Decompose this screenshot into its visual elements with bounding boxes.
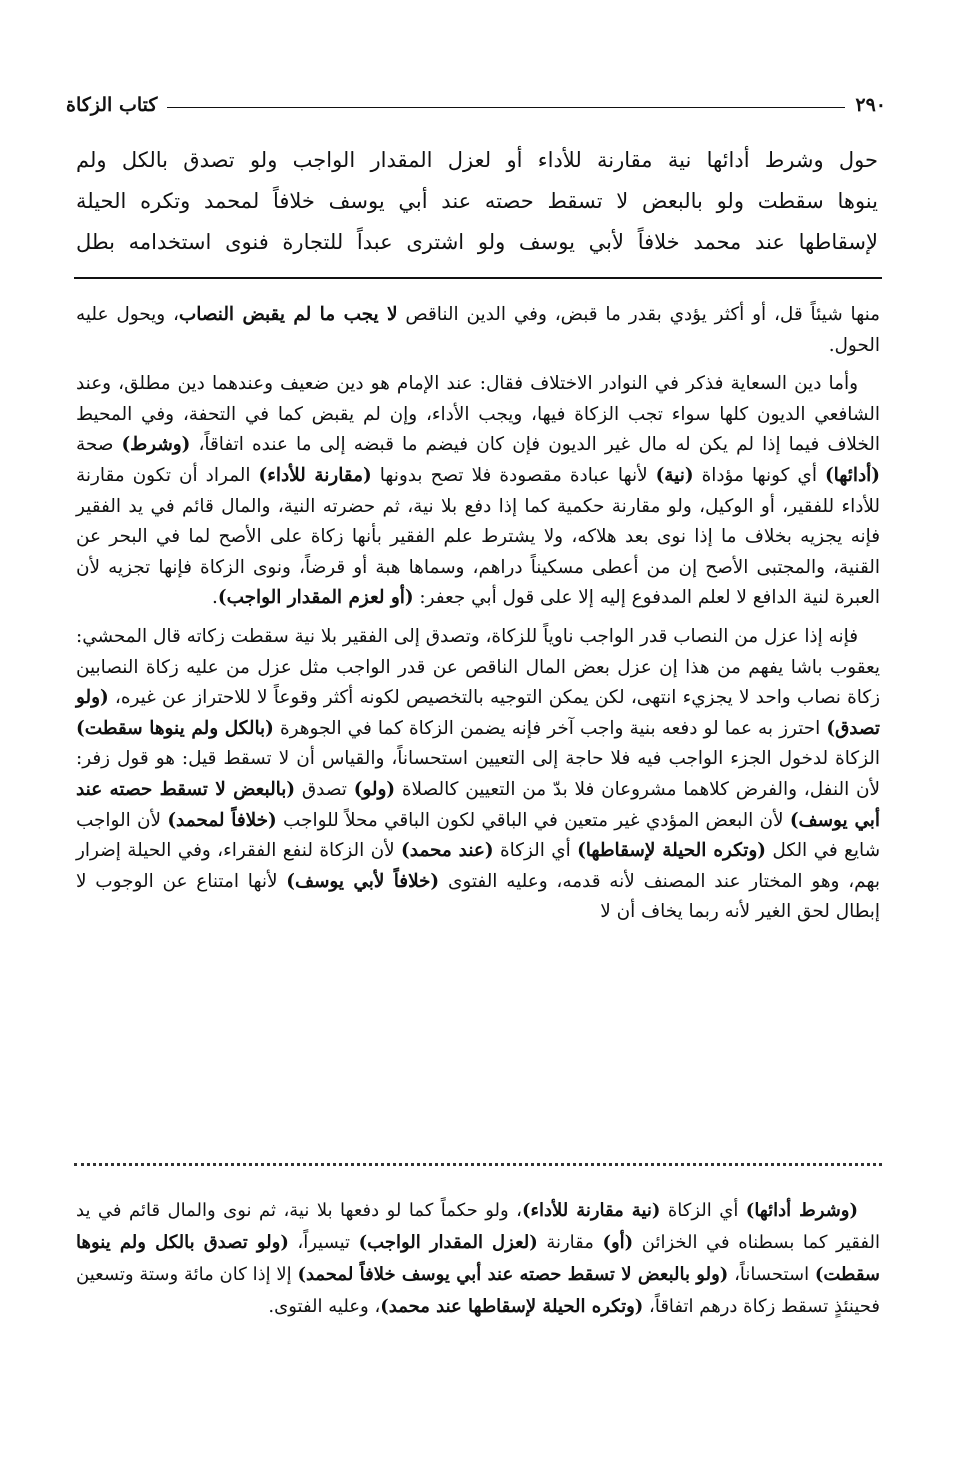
footnote-text: أي الزكاة — [660, 1200, 746, 1221]
commentary-paragraph — [76, 622, 880, 928]
commentary-text: لأن البعض المؤدي غير متعين في الباقي لكون الباقي محلاً للواجب — [276, 809, 790, 831]
main-text-line: لإسقاطها عند محمد خلافاً لأبي يوسف ولو اشترى عبداً للتجارة فنوى استخدامه بطل — [76, 230, 878, 254]
commentary-text: وأما دين السعاية فذكر في النوادر الاختلاف فقال: عند الإمام هو دين ضعيف وعندهما دين مطلق، وعند الشافعي الديون كلها سواء تجب الزكاة فيها، ويجب الأداء، وإن لم يقبض كما في التحفة، وفي المحيط الخلاف فيما إذا لم يكن له مال غير الديون فإن كان فيضم ما قبضه إلى ما عنده اتفاقاً، — [76, 373, 880, 456]
quoted-matn: (ولو تصدق بالكل ولم ينوها سقطت) — [76, 1232, 881, 1285]
quoted-matn: (أو) — [602, 1232, 634, 1253]
commentary-text: لأنها عبادة مقصودة فلا تصح بدونها — [371, 464, 656, 486]
commentary-bold-text: لا يجب ما لم يقبض النصاب — [178, 304, 398, 325]
quoted-matn: (خلافاً لمحمد) — [167, 809, 277, 831]
quoted-matn: (بالبعض لا تسقط حصته عند أبي يوسف) — [76, 778, 881, 831]
commentary-text: تصدق — [295, 778, 354, 800]
main-text-divider — [74, 277, 882, 279]
commentary-text: أي الزكاة — [493, 840, 578, 862]
header-rule — [167, 107, 845, 108]
commentary-paragraph — [76, 369, 880, 614]
quoted-matn: (ولو بالبعض لا تسقط حصته عند أبي يوسف خلافاً لمحمد) — [297, 1264, 729, 1285]
main-text-line: ينوها سقطت ولو بالبعض لا تسقط حصته عند أبي يوسف خلافاً لمحمد وتكره الحيلة — [76, 189, 878, 213]
footnote-text: إلا إذا كان مائة وستة وتسعين فحينئذٍ تسقط زكاة درهم اتفاقاً، — [76, 1264, 880, 1317]
page-number: ٢٩٠ — [855, 94, 886, 116]
quoted-matn: (لعزل المقدار الواجب) — [358, 1232, 538, 1253]
footnote — [76, 1195, 880, 1323]
commentary-text: لأن الزكاة لنفع الفقراء، وفي الحيلة إضرار بهم، وهو المختار عند المصنف لأنه قدمه، وعليه الفتوى — [76, 840, 880, 892]
commentary-paragraph — [76, 300, 880, 361]
quoted-matn: (أدائها) — [824, 464, 880, 486]
page-header — [66, 88, 886, 122]
running-title: كتاب الزكاة — [66, 94, 158, 116]
commentary-text: ، ويحول عليه الحول. — [76, 304, 880, 356]
quoted-matn: (وشرط أدائها) — [745, 1200, 859, 1221]
main-text-line: حول وشرط أدائها نية مقارنة للأداء أو لعزل المقدار الواجب ولو تصدق بالكل ولم — [76, 148, 878, 172]
footnote-divider — [74, 1163, 882, 1172]
commentary-text: المراد أن تكون مقارنة للأداء للفقير، أو الوكيل، ولو مقارنة حكمية كما إذا دفع بلا نية، ثم حضرته النية، والمال قائم في يد الفقير فإنه يجزيه بخلاف ما إذا نوى بعد هلاكه، ولا يشترط علم الفقير بأنها زكاة على الأصح لما في البحر عن القنية، والمجتبى الأصح إن من أعطى مسكيناً دراهم، وسماها هبة أو قرضاً، ونوى الزكاة فإنها تجزيه لأن العبرة لنية الدافع لا لعلم المدفوع إليه إلا على قول أبي جعفر: — [76, 464, 880, 609]
commentary-text: الزكاة لدخول الجزء الواجب فيه فلا حاجة إلى التعيين استحساناً، والقياس أن لا تسقط قيل: هو قول زفر: لأن النفل، والفرض كلاهما مشروعان فلا بدّ من التعيين كالصلاة — [76, 748, 881, 800]
quoted-matn: (نية مقارنة للأداء) — [521, 1200, 661, 1221]
quoted-matn: (أو لعزم المقدار الواجب) — [217, 587, 414, 609]
commentary-text: احترز به عما لو دفعه بنية واجب آخر فإنه يضمن الزكاة كما في الجوهرة — [273, 717, 827, 739]
footnote-text: ، ولو حكماً كما لو دفعها بلا نية، ثم نوى والمال قائم في يد الفقير كما بسطناه في الخزائن — [76, 1200, 880, 1253]
quoted-matn: (وتكره الحيلة لإسقاطها) — [577, 840, 766, 862]
commentary-text: أي كونها مؤداة — [693, 464, 825, 486]
commentary-text: لأنها امتناع عن الوجوب لا إبطال لحق الغير لأنه ربما يخاف أن لا — [76, 870, 880, 923]
quoted-matn: (خلافاً لأبي يوسف) — [286, 870, 440, 892]
footnote-text: مقارنة — [537, 1232, 603, 1253]
footnote-text: تيسيراً، — [288, 1232, 359, 1253]
quoted-matn: (ولو) — [353, 778, 396, 800]
commentary — [76, 300, 880, 936]
footnote-text: استحساناً، — [728, 1264, 815, 1285]
commentary-text: فإنه إذا عزل من النصاب قدر الواجب ناوياً للزكاة، وتصدق إلى الفقير بلا نية سقطت زكاته قال المحشي: يعقوب باشا يفهم من هذا إن عزل بعض المال الناقص عن قدر الواجب مثل عزل من عليه زكاة النصابين زكاة نصاب واحد لا يجزيء انتهى، لكن يمكن التوجيه بالتخصيص لكونه أكثر وقوعاً لا للاحتراز عن غيره، — [76, 625, 880, 709]
footnote-paragraph — [76, 1195, 880, 1323]
commentary-text: . — [212, 587, 218, 609]
quoted-matn: (مقارنة للأداء) — [258, 464, 372, 486]
quoted-matn: (وشرط) — [121, 434, 191, 456]
quoted-matn: (بالكل ولم ينوها سقطت) — [76, 717, 274, 739]
quoted-matn: (نية) — [655, 464, 694, 486]
footnote-text: ، وعليه الفتوى. — [268, 1296, 381, 1317]
commentary-text: صحة — [76, 434, 122, 456]
main-text — [76, 140, 878, 263]
quoted-matn: (ولو تصدق) — [76, 687, 881, 739]
commentary-text: لأن الواجب شايع في الكل — [76, 809, 881, 862]
commentary-text: منها شيئاً قل، أو أكثر يؤدي بقدر ما قبض، وفي الدين الناقص — [397, 304, 880, 325]
quoted-matn: (وتكره الحيلة لإسقاطها عند محمد) — [380, 1296, 644, 1317]
quoted-matn: (عند محمد) — [401, 840, 494, 862]
